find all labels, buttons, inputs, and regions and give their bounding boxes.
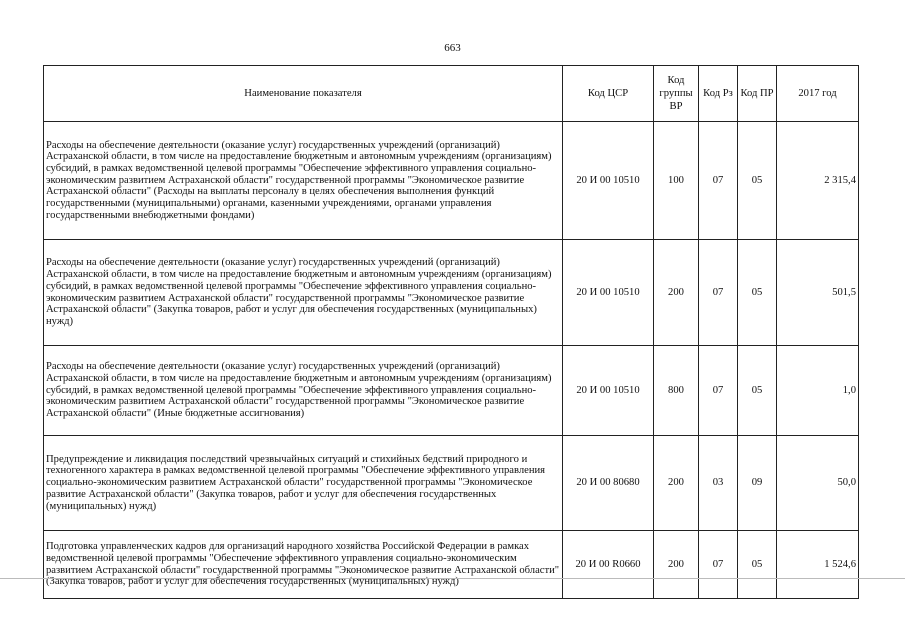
row-csr: 20 И 00 80680 <box>563 436 654 531</box>
table-row <box>44 122 859 240</box>
row-vr: 200 <box>654 531 699 599</box>
row-pr: 05 <box>738 531 777 599</box>
row-pr: 05 <box>738 122 777 240</box>
row-csr: 20 И 00 10510 <box>563 240 654 346</box>
table-row <box>44 240 859 346</box>
row-amount: 1 524,6 <box>777 531 859 599</box>
row-rz: 07 <box>699 346 738 436</box>
row-name: Подготовка управленческих кадров для организаций народного хозяйства Российской Федерации в рамках ведомственной целевой программы "Обеспечение эффективного управления социально-экономическим развитием Астраханской области" государственной программы "Экономическое развитие Астраханской области" (Закупка товаров, работ и услуг для обеспечения государственных (муниципальных) нужд) <box>44 531 563 599</box>
header-csr: Код ЦСР <box>563 66 654 122</box>
row-csr: 20 И 00 10510 <box>563 122 654 240</box>
header-name: Наименование показателя <box>44 66 563 122</box>
row-amount: 50,0 <box>777 436 859 531</box>
row-amount: 1,0 <box>777 346 859 436</box>
row-vr: 800 <box>654 346 699 436</box>
header-year: 2017 год <box>777 66 859 122</box>
table-row <box>44 346 859 436</box>
budget-table <box>43 65 859 599</box>
row-pr: 05 <box>738 346 777 436</box>
table-row <box>44 531 859 599</box>
row-vr: 200 <box>654 240 699 346</box>
row-name: Расходы на обеспечение деятельности (оказание услуг) государственных учреждений (организаций) Астраханской области, в том числе на предоставление бюджетным и автономным учреждениям (организациям) субсидий, в рамках ведомственной целевой программы "Обеспечение эффективного управления социально-экономическим развитием Астраханской области" государственной программы "Экономическое развитие Астраханской области" (Иные бюджетные ассигнования) <box>44 346 563 436</box>
row-vr: 100 <box>654 122 699 240</box>
table-header-row <box>44 66 859 122</box>
row-name: Расходы на обеспечение деятельности (оказание услуг) государственных учреждений (организаций) Астраханской области, в том числе на предоставление бюджетным и автономным учреждениям (организациям) субсидий, в рамках ведомственной целевой программы "Обеспечение эффективного управления социально-экономическим развитием Астраханской области" государственной программы "Экономическое развитие Астраханской области" (Расходы на выплаты персоналу в целях обеспечения выполнения функций государственными (муниципальными) органами, казенными учреждениями, органами управления государственными внебюджетными фондами) <box>44 122 563 240</box>
row-vr: 200 <box>654 436 699 531</box>
page-divider <box>0 578 905 579</box>
row-rz: 07 <box>699 531 738 599</box>
table-row <box>44 436 859 531</box>
row-name: Расходы на обеспечение деятельности (оказание услуг) государственных учреждений (организаций) Астраханской области, в том числе на предоставление бюджетным и автономным учреждениям (организациям) субсидий, в рамках ведомственной целевой программы "Обеспечение эффективного управления социально-экономическим развитием Астраханской области" государственной программы "Экономическое развитие Астраханской области" (Закупка товаров, работ и услуг для обеспечения государственных (муниципальных) нужд) <box>44 240 563 346</box>
row-csr: 20 И 00 R0660 <box>563 531 654 599</box>
header-rz: Код Рз <box>699 66 738 122</box>
header-pr: Код ПР <box>738 66 777 122</box>
row-pr: 09 <box>738 436 777 531</box>
header-vr: Код группы ВР <box>654 66 699 122</box>
row-amount: 501,5 <box>777 240 859 346</box>
row-amount: 2 315,4 <box>777 122 859 240</box>
row-rz: 07 <box>699 240 738 346</box>
row-rz: 03 <box>699 436 738 531</box>
row-name: Предупреждение и ликвидация последствий чрезвычайных ситуаций и стихийных бедствий природного и техногенного характера в рамках ведомственной целевой программы "Обеспечение эффективного управления социально-экономическим развитием Астраханской области" государственной программы "Экономическое развитие Астраханской области" (Закупка товаров, работ и услуг для обеспечения государственных (муниципальных) нужд) <box>44 436 563 531</box>
row-csr: 20 И 00 10510 <box>563 346 654 436</box>
row-pr: 05 <box>738 240 777 346</box>
row-rz: 07 <box>699 122 738 240</box>
page-number: 663 <box>444 42 461 54</box>
